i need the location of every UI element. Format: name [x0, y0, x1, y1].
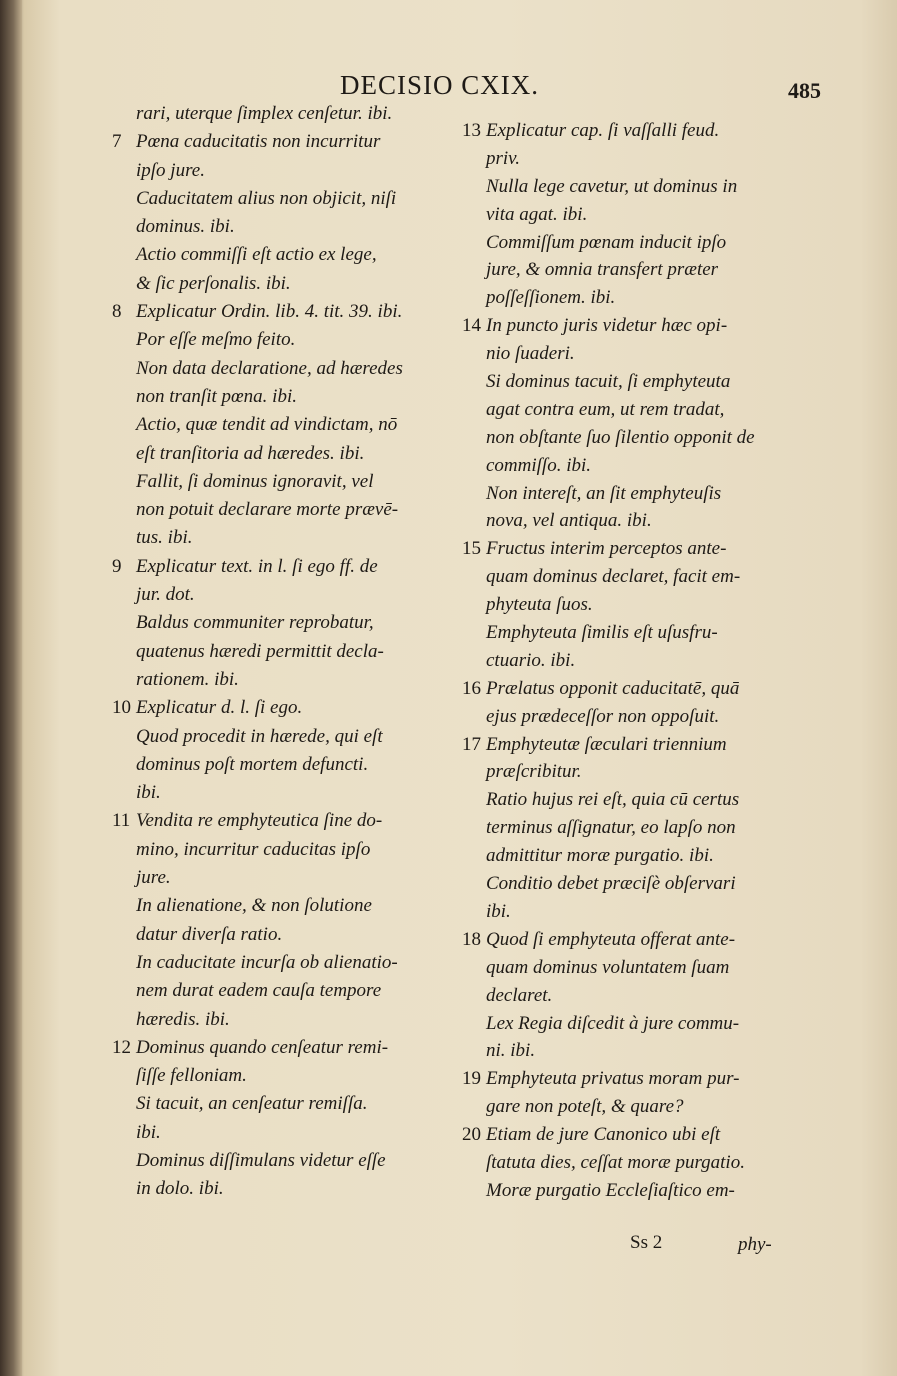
entry-text: Explicatur cap. ſi vaſſalli feud. — [486, 120, 720, 141]
entry-text: Fallit, ſi dominus ignoravit, vel — [136, 470, 374, 492]
entry-text: Baldus communiter reprobatur, — [136, 612, 374, 634]
index-line — [112, 609, 457, 637]
entry-text: datur diverſa ratio. — [136, 923, 283, 945]
index-line — [462, 507, 817, 535]
index-line — [112, 270, 457, 298]
entry-text: Caducitatem alius non objicit, niſi — [136, 187, 397, 209]
index-line — [112, 1147, 457, 1175]
index-line — [462, 1010, 817, 1038]
entry-text: Emphyteutæ ſæculari triennium — [486, 733, 727, 755]
index-line — [462, 1093, 817, 1121]
index-line — [112, 213, 457, 241]
entry-text: præſcribitur. — [486, 761, 582, 783]
index-line — [112, 355, 457, 383]
page-number: 485 — [788, 78, 821, 103]
entry-number: 7 — [112, 131, 122, 153]
index-line — [462, 591, 817, 619]
index-line — [112, 581, 457, 609]
index-line — [462, 563, 817, 591]
index-line — [112, 1062, 457, 1090]
entry-number: 9 — [112, 555, 122, 577]
book-spine-edge — [0, 0, 22, 1376]
index-line — [462, 1065, 817, 1093]
entry-text: Quod ſi emphyteuta offerat ante- — [486, 928, 736, 950]
entry-text: jure. — [136, 867, 171, 889]
entry-text: In alienatione, & non ſolutione — [136, 895, 372, 917]
entry-text: tus. ibi. — [136, 527, 193, 549]
index-line — [462, 814, 817, 842]
entry-number: 20 — [462, 1124, 481, 1146]
entry-text: Dominus quando cenſeatur remi- — [136, 1036, 389, 1058]
entry-text: Actio commiſſi eſt actio ex lege, — [136, 244, 377, 266]
entry-text: Conditio debet præciſè obſervari — [486, 873, 736, 895]
index-line — [462, 535, 817, 563]
entry-text: gare non poteſt, & quare? — [486, 1096, 684, 1118]
index-line — [462, 312, 817, 340]
entry-number: 15 — [462, 538, 481, 560]
index-line — [112, 440, 457, 468]
entry-text: declaret. — [486, 984, 553, 1006]
index-line — [112, 694, 457, 722]
index-line — [462, 424, 817, 452]
index-line — [462, 731, 817, 759]
index-line — [462, 201, 817, 229]
entry-text: non potuit declarare morte prævē- — [136, 499, 399, 521]
entry-text: Explicatur d. l. ſi ego. — [136, 697, 303, 719]
entry-text: poſſeſſionem. ibi. — [486, 287, 616, 309]
index-line — [112, 1034, 457, 1062]
index-line — [112, 383, 457, 411]
entry-text: jure, & omnia transfert præter — [486, 259, 719, 281]
index-line — [112, 128, 457, 156]
index-line — [462, 619, 817, 647]
entry-text: dominus. ibi. — [136, 216, 235, 238]
index-line — [112, 100, 457, 128]
index-line — [462, 954, 817, 982]
entry-text: Emphyteuta ſimilis eſt uſusfru- — [486, 622, 718, 644]
entry-text: ibi. — [486, 900, 511, 922]
entry-text: in dolo. ibi. — [136, 1178, 224, 1200]
entry-text: dominus poſt mortem defuncti. — [136, 753, 369, 775]
catchword: phy- — [738, 1234, 772, 1255]
index-line — [112, 892, 457, 920]
entry-text: admittitur moræ purgatio. ibi. — [486, 845, 714, 867]
index-line — [462, 396, 817, 424]
entry-text: In puncto juris videtur hæc opi- — [486, 315, 728, 337]
index-line — [462, 480, 817, 508]
entry-text: ni. ibi. — [486, 1040, 536, 1062]
index-line — [462, 284, 817, 312]
entry-text: phyteuta ſuos. — [486, 594, 593, 616]
index-line — [462, 675, 817, 703]
entry-text: Si tacuit, an cenſeatur remiſſa. — [136, 1093, 368, 1115]
entry-text: Actio, quæ tendit ad vindictam, nō — [136, 414, 398, 436]
entry-text: quatenus hæredi permittit decla- — [136, 640, 384, 662]
index-line — [112, 553, 457, 581]
index-line — [462, 173, 817, 201]
entry-text: commiſſo. ibi. — [486, 454, 592, 476]
entry-text: non obſtante ſuo ſilentio opponit de — [486, 426, 755, 448]
index-line — [112, 666, 457, 694]
entry-text: terminus aſſignatur, eo lapſo non — [486, 817, 736, 839]
entry-text: ctuario. ibi. — [486, 649, 576, 671]
entry-text: rari, uterque ſimplex cenſetur. ibi. — [136, 103, 393, 124]
index-line — [112, 1175, 457, 1203]
entry-text: nova, vel antiqua. ibi. — [486, 510, 652, 532]
index-line — [462, 145, 817, 173]
index-line — [112, 1119, 457, 1147]
left-column-index — [112, 100, 457, 1204]
entry-number: 17 — [462, 733, 481, 755]
index-line — [112, 836, 457, 864]
entry-text: quam dominus voluntatem ſuam — [486, 956, 730, 978]
index-line — [112, 1090, 457, 1118]
index-line — [112, 298, 457, 326]
entry-number: 10 — [112, 697, 131, 719]
entry-text: ibi. — [136, 782, 161, 804]
entry-number: 18 — [462, 928, 481, 950]
entry-text: Explicatur text. in l. ſi ego ff. de — [136, 555, 378, 577]
index-line — [462, 1037, 817, 1065]
entry-text: eſt tranſitoria ad hæredes. ibi. — [136, 442, 365, 464]
entry-text: Ratio hujus rei eſt, quia cū certus — [486, 789, 740, 811]
entry-text: ſtatuta dies, ceſſat moræ purgatio. — [486, 1151, 745, 1173]
index-line — [462, 1177, 817, 1205]
index-line — [112, 496, 457, 524]
entry-number: 12 — [112, 1036, 131, 1058]
index-line — [112, 638, 457, 666]
entry-text: Moræ purgatio Eccleſiaſtico em- — [486, 1179, 735, 1201]
index-line — [462, 926, 817, 954]
index-line — [112, 977, 457, 1005]
entry-text: Fructus interim perceptos ante- — [486, 538, 727, 560]
index-line — [462, 1149, 817, 1177]
entry-text: Quod procedit in hærede, qui eſt — [136, 725, 383, 747]
entry-text: Nulla lege cavetur, ut dominus in — [486, 175, 738, 197]
entry-number: 8 — [112, 301, 122, 323]
index-line — [462, 1121, 817, 1149]
entry-text: Prælatus opponit caducitatē, quā — [486, 677, 740, 699]
index-line — [112, 921, 457, 949]
entry-number: 14 — [462, 315, 481, 337]
entry-text: Por eſſe meſmo feito. — [136, 329, 296, 351]
entry-text: Non data declaratione, ad hæredes — [136, 357, 403, 379]
index-line — [462, 982, 817, 1010]
entry-text: priv. — [486, 147, 520, 169]
index-line — [112, 1006, 457, 1034]
index-line — [112, 326, 457, 354]
entry-text: Commiſſum pœnam inducit ipſo — [486, 231, 727, 253]
index-line — [112, 779, 457, 807]
entry-text: quam dominus declaret, facit em- — [486, 566, 741, 588]
index-line — [112, 468, 457, 496]
index-line — [112, 411, 457, 439]
entry-text: ipſo jure. — [136, 159, 205, 181]
signature-mark: Ss 2 — [630, 1232, 663, 1253]
index-line — [112, 241, 457, 269]
index-line — [462, 368, 817, 396]
index-line — [112, 807, 457, 835]
page-title: DECISIO CXIX. — [340, 70, 539, 100]
entry-text: agat contra eum, ut rem tradat, — [486, 398, 725, 420]
index-line — [112, 723, 457, 751]
entry-text: Pœna caducitatis non incurritur — [136, 131, 381, 153]
index-line — [462, 229, 817, 257]
index-line — [112, 751, 457, 779]
index-line — [462, 703, 817, 731]
index-line — [462, 117, 817, 145]
index-line — [462, 870, 817, 898]
entry-text: rationem. ibi. — [136, 668, 239, 690]
index-line — [112, 185, 457, 213]
entry-text: & ſic perſonalis. ibi. — [136, 272, 291, 294]
index-line — [462, 647, 817, 675]
entry-text: ibi. — [136, 1121, 161, 1143]
right-column-index — [462, 117, 817, 1205]
index-line — [462, 256, 817, 284]
entry-text: Lex Regia diſcedit à jure commu- — [486, 1012, 740, 1034]
entry-text: jur. dot. — [136, 584, 195, 606]
index-line — [462, 786, 817, 814]
entry-text: Dominus diſſimulans videtur eſſe — [136, 1149, 386, 1171]
index-line — [462, 452, 817, 480]
entry-text: Vendita re emphyteutica ſine do- — [136, 810, 383, 832]
entry-text: nio ſuaderi. — [486, 343, 575, 365]
entry-text: Emphyteuta privatus moram pur- — [486, 1068, 740, 1090]
entry-text: nem durat eadem cauſa tempore — [136, 980, 382, 1002]
index-line — [462, 898, 817, 926]
entry-number: 16 — [462, 677, 481, 699]
entry-number: 19 — [462, 1068, 481, 1090]
entry-number: 11 — [112, 810, 131, 832]
entry-text: Etiam de jure Canonico ubi eſt — [486, 1124, 721, 1146]
index-line — [112, 524, 457, 552]
index-line — [462, 758, 817, 786]
index-line — [462, 842, 817, 870]
entry-text: hæredis. ibi. — [136, 1008, 230, 1030]
entry-text: Explicatur Ordin. lib. 4. tit. 39. ibi. — [136, 301, 403, 323]
index-line — [112, 949, 457, 977]
entry-text: Si dominus tacuit, ſi emphyteuta — [486, 371, 731, 393]
index-line — [112, 157, 457, 185]
entry-text: ejus prædeceſſor non oppoſuit. — [486, 705, 720, 727]
entry-number: 13 — [462, 120, 481, 141]
entry-text: non tranſit pœna. ibi. — [136, 385, 297, 407]
entry-text: vita agat. ibi. — [486, 203, 588, 225]
entry-text: mino, incurritur caducitas ipſo — [136, 838, 371, 860]
entry-text: ſiſſe felloniam. — [136, 1065, 247, 1087]
entry-text: In caducitate incurſa ob alienatio- — [136, 951, 398, 973]
index-line — [112, 864, 457, 892]
entry-text: Non intereſt, an ſit emphyteuſis — [486, 482, 722, 504]
index-line — [462, 340, 817, 368]
